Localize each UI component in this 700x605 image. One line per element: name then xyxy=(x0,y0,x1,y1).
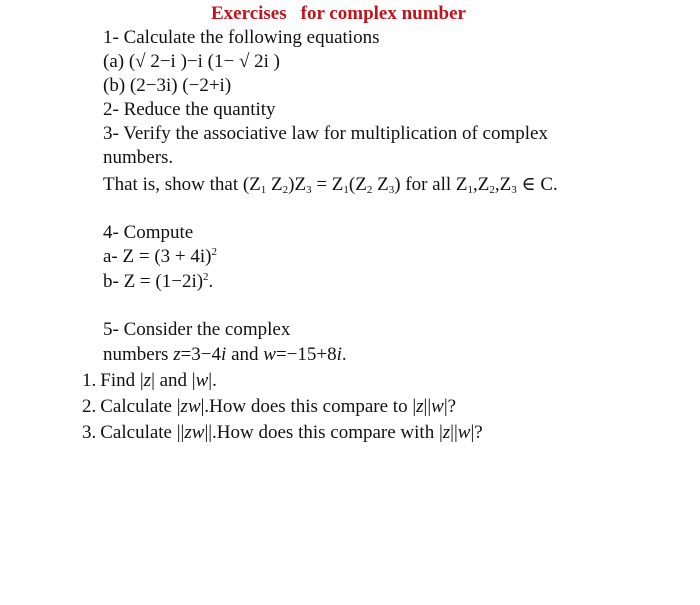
exercise4-part-a: a- $Z = (3 + 4i)^2$ xyxy=(103,246,217,267)
page-title xyxy=(211,3,466,25)
exercise1-part-a: (a) (√ 2−i )−i (1− √ 2i ) xyxy=(103,51,280,72)
exercise5-line2: numbers z=3−4i and w=−15+8i. xyxy=(103,344,347,365)
title-part1: Exercises xyxy=(211,3,287,24)
exercise1-part-b: (b) (2−3i) (−2+i) xyxy=(103,75,232,96)
exercise5-item-3: 3. Calculate ||zw||.How does this compare with |z||w|? xyxy=(82,422,483,443)
exercise5-item-1: 1. Find |z| and |w|. xyxy=(82,370,217,391)
exercise1-heading: 1- Calculate the following equations xyxy=(103,27,380,48)
exercise5-line1: 5- Consider the complex xyxy=(103,319,291,340)
exercise3-line2: numbers. xyxy=(103,147,174,168)
title-part2: for complex number xyxy=(300,3,466,24)
exercise3-line1: 3- Verify the associative law for multiplication of complex xyxy=(103,123,548,144)
exercise4-heading: 4- Compute xyxy=(103,222,194,243)
exercise2-heading: 2- Reduce the quantity xyxy=(103,99,276,120)
exercise4-part-b: b- $Z = (1-2i)^2$. xyxy=(103,271,214,292)
exercise3-associative-law: That is, show that ($Z_1$ $Z_2)Z_3 = Z_1(Z_2$ $Z_3$) for all $Z_1,Z_2,Z_3$ ∈ C. xyxy=(103,174,558,196)
exercise5-item-2: 2. Calculate |zw|.How does this compare to |z||w|? xyxy=(82,396,457,417)
